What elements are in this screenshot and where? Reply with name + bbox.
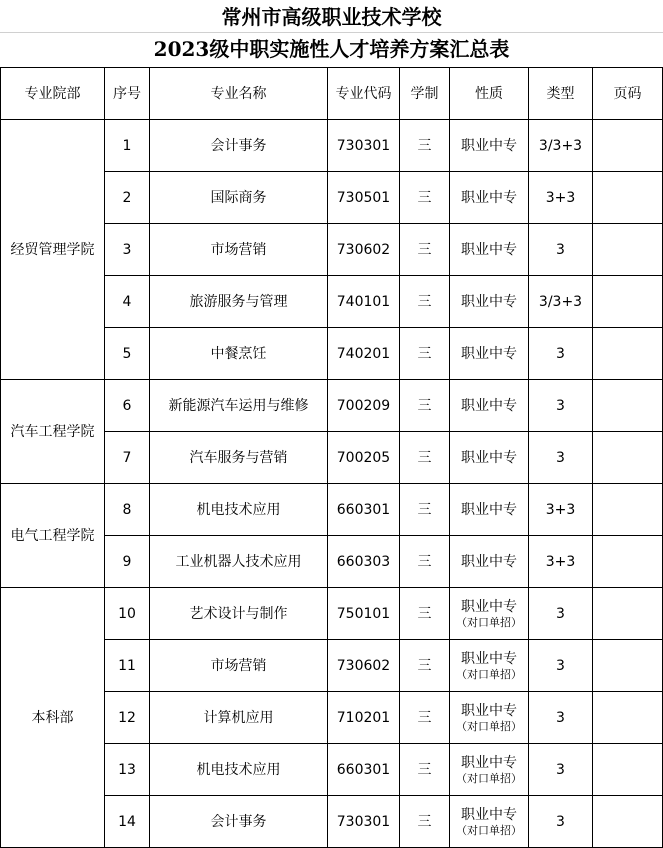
- number-cell: 3: [105, 224, 150, 276]
- nature-cell: [450, 380, 529, 432]
- page-cell: [593, 692, 663, 744]
- number-cell: 7: [105, 432, 150, 484]
- document-title: 常州市高级职业技术学校: [221, 5, 442, 29]
- nature-cell: [450, 328, 529, 380]
- nature-cell: [450, 120, 529, 172]
- duration-cell: 三: [400, 588, 450, 640]
- type-cell: 3+3: [529, 484, 593, 536]
- header-page: 页码: [593, 68, 663, 120]
- program-name-cell: 旅游服务与管理: [150, 276, 328, 328]
- nature-text: 职业中专: [461, 703, 517, 719]
- nature-cell: [450, 536, 529, 588]
- document-subtitle: 2023级中职实施性人才培养方案汇总表: [153, 37, 510, 61]
- program-code-cell: 740201: [328, 328, 400, 380]
- type-cell: 3+3: [529, 536, 593, 588]
- header-row: [1, 68, 663, 120]
- header-program-name: 专业名称: [150, 68, 328, 120]
- program-code-cell: 730301: [328, 796, 400, 848]
- program-code-cell: 700205: [328, 432, 400, 484]
- header-type: 类型: [529, 68, 593, 120]
- department-cell: 电气工程学院: [1, 484, 105, 588]
- nature-cell: [450, 172, 529, 224]
- type-cell: 3: [529, 328, 593, 380]
- program-name-cell: 国际商务: [150, 172, 328, 224]
- page-cell: [593, 744, 663, 796]
- program-name-cell: 机电技术应用: [150, 744, 328, 796]
- number-cell: 2: [105, 172, 150, 224]
- type-cell: 3+3: [529, 172, 593, 224]
- number-cell: 4: [105, 276, 150, 328]
- table-row: [1, 484, 663, 536]
- nature-text: 职业中专: [461, 293, 517, 310]
- program-name-cell: 会计事务: [150, 796, 328, 848]
- duration-cell: 三: [400, 328, 450, 380]
- duration-cell: 三: [400, 432, 450, 484]
- number-cell: 8: [105, 484, 150, 536]
- duration-cell: 三: [400, 744, 450, 796]
- program-code-cell: 730602: [328, 224, 400, 276]
- table-row: [1, 588, 663, 640]
- duration-cell: 三: [400, 172, 450, 224]
- nature-text: 职业中专: [461, 599, 517, 615]
- type-cell: 3: [529, 744, 593, 796]
- number-cell: 6: [105, 380, 150, 432]
- type-cell: 3/3+3: [529, 276, 593, 328]
- nature-cell: [450, 224, 529, 276]
- number-cell: 14: [105, 796, 150, 848]
- nature-note: （对口单招）: [456, 720, 522, 733]
- duration-cell: 三: [400, 276, 450, 328]
- nature-cell: [450, 640, 529, 692]
- program-name-cell: 市场营销: [150, 224, 328, 276]
- nature-text: 职业中专: [461, 345, 517, 362]
- number-cell: 1: [105, 120, 150, 172]
- nature-note: （对口单招）: [456, 616, 522, 629]
- program-name-cell: 工业机器人技术应用: [150, 536, 328, 588]
- page-cell: [593, 172, 663, 224]
- department-cell: 本科部: [1, 588, 105, 848]
- nature-cell: [450, 796, 529, 848]
- nature-text: 职业中专: [461, 501, 517, 518]
- number-cell: 10: [105, 588, 150, 640]
- number-cell: 11: [105, 640, 150, 692]
- program-code-cell: 730301: [328, 120, 400, 172]
- nature-note: （对口单招）: [456, 772, 522, 785]
- type-cell: 3: [529, 380, 593, 432]
- table-row: [1, 380, 663, 432]
- header-number: 序号: [105, 68, 150, 120]
- program-name-cell: 计算机应用: [150, 692, 328, 744]
- page-cell: [593, 536, 663, 588]
- department-cell: 汽车工程学院: [1, 380, 105, 484]
- number-cell: 9: [105, 536, 150, 588]
- program-code-cell: 740101: [328, 276, 400, 328]
- number-cell: 12: [105, 692, 150, 744]
- title-divider: [0, 32, 663, 33]
- program-code-cell: 700209: [328, 380, 400, 432]
- page-cell: [593, 328, 663, 380]
- duration-cell: 三: [400, 796, 450, 848]
- nature-text: 职业中专: [461, 137, 517, 154]
- header-nature: 性质: [450, 68, 529, 120]
- nature-text: 职业中专: [461, 397, 517, 414]
- nature-cell: [450, 432, 529, 484]
- type-cell: 3: [529, 692, 593, 744]
- program-code-cell: 660301: [328, 484, 400, 536]
- page-cell: [593, 432, 663, 484]
- nature-note: （对口单招）: [456, 824, 522, 837]
- department-cell: 经贸管理学院: [1, 120, 105, 380]
- program-code-cell: 750101: [328, 588, 400, 640]
- header-department: 专业院部: [1, 68, 105, 120]
- program-code-cell: 730501: [328, 172, 400, 224]
- page-cell: [593, 380, 663, 432]
- type-cell: 3: [529, 432, 593, 484]
- page-cell: [593, 276, 663, 328]
- page-cell: [593, 224, 663, 276]
- program-name-cell: 市场营销: [150, 640, 328, 692]
- program-name-cell: 汽车服务与营销: [150, 432, 328, 484]
- program-code-cell: 660301: [328, 744, 400, 796]
- duration-cell: 三: [400, 224, 450, 276]
- page-cell: [593, 640, 663, 692]
- nature-text: 职业中专: [461, 189, 517, 206]
- number-cell: 13: [105, 744, 150, 796]
- type-cell: 3: [529, 588, 593, 640]
- duration-cell: 三: [400, 380, 450, 432]
- type-cell: 3: [529, 796, 593, 848]
- nature-text: 职业中专: [461, 755, 517, 771]
- duration-cell: 三: [400, 484, 450, 536]
- program-name-cell: 新能源汽车运用与维修: [150, 380, 328, 432]
- nature-text: 职业中专: [461, 241, 517, 258]
- nature-text: 职业中专: [461, 807, 517, 823]
- duration-cell: 三: [400, 692, 450, 744]
- duration-cell: 三: [400, 120, 450, 172]
- header-program-code: 专业代码: [328, 68, 400, 120]
- program-name-cell: 中餐烹饪: [150, 328, 328, 380]
- nature-text: 职业中专: [461, 553, 517, 570]
- nature-cell: [450, 588, 529, 640]
- number-cell: 5: [105, 328, 150, 380]
- page-cell: [593, 588, 663, 640]
- page-cell: [593, 484, 663, 536]
- header-duration: 学制: [400, 68, 450, 120]
- nature-text: 职业中专: [461, 651, 517, 667]
- nature-cell: [450, 276, 529, 328]
- nature-text: 职业中专: [461, 449, 517, 466]
- duration-cell: 三: [400, 640, 450, 692]
- program-code-cell: 660303: [328, 536, 400, 588]
- type-cell: 3: [529, 224, 593, 276]
- type-cell: 3/3+3: [529, 120, 593, 172]
- page-cell: [593, 796, 663, 848]
- program-name-cell: 艺术设计与制作: [150, 588, 328, 640]
- nature-cell: [450, 484, 529, 536]
- type-cell: 3: [529, 640, 593, 692]
- program-code-cell: 730602: [328, 640, 400, 692]
- table-row: [1, 120, 663, 172]
- page-cell: [593, 120, 663, 172]
- nature-cell: [450, 744, 529, 796]
- program-name-cell: 机电技术应用: [150, 484, 328, 536]
- duration-cell: 三: [400, 536, 450, 588]
- nature-cell: [450, 692, 529, 744]
- program-name-cell: 会计事务: [150, 120, 328, 172]
- program-code-cell: 710201: [328, 692, 400, 744]
- nature-note: （对口单招）: [456, 668, 522, 681]
- program-summary-table: [0, 67, 663, 848]
